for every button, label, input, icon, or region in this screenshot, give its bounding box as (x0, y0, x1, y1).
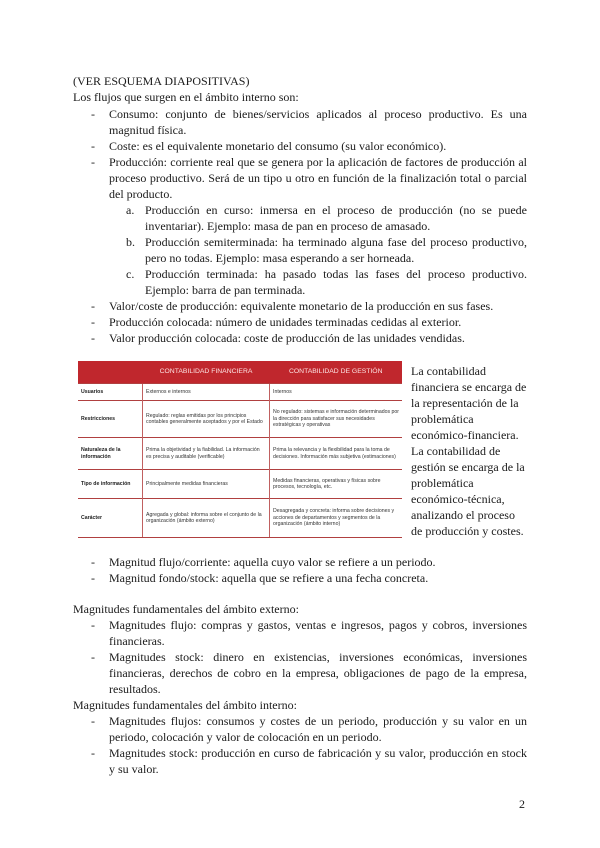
bullet-consumo-line1: Consumo: conjunto de bienes/servicios aplicados al proceso productivo. Es una (109, 107, 527, 121)
sub-item-terminada-line1: Producción terminada: ha pasado todas las fases del proceso productivo. (145, 267, 527, 281)
row-header: Tipo de información (78, 470, 143, 499)
sub-letter: a. (126, 203, 135, 217)
sub-item-semiterminada-line1: Producción semiterminada: ha terminado alguna fase del proceso productivo, (145, 235, 527, 249)
table-header-financiera: CONTABILIDAD FINANCIERA (143, 361, 270, 384)
cell-gestion: No regulado: sistemas e información determinados por la dirección para satisfacer sus necesidades estratégicas y operativas (270, 401, 403, 438)
bullet-produccion-line2: proceso productivo. Será de un tipo u otro en función de la finalización total o parcial (109, 171, 527, 185)
side-text-line: La contabilidad de (411, 444, 501, 458)
table-row (78, 470, 402, 499)
cell-financiera: Agregada y global: informa sobre el conjunto de la organización (ámbito externo) (143, 499, 270, 538)
row-header: Usuarios (78, 384, 143, 401)
side-text-line: La contabilidad (411, 364, 486, 378)
cell-financiera: Regulado: reglas emitidas por los principios contables generalmente aceptados y por el Estado (143, 401, 270, 438)
table-header-gestion: CONTABILIDAD DE GESTIÓN (270, 361, 403, 384)
int-stock-line1: Magnitudes stock: producción en curso de fabricación y su valor, producción en stock (109, 746, 527, 760)
bullet-dash: - (91, 315, 95, 329)
sub-item-curso-line2: inventariar). Ejemplo: masa de pan en proceso de amasado. (145, 219, 431, 233)
cell-gestion: Medidas financieras, operativas y físicas sobre procesos, tecnología, etc. (270, 470, 403, 499)
int-flujos-line1: Magnitudes flujos: consumos y costes de un periodo, producción y su valor en un (109, 714, 527, 728)
table-row (78, 438, 402, 470)
sub-item-semiterminada-line2: pero no todas. Ejemplo: masa esperando a ser horneada. (145, 251, 415, 265)
section-heading: (VER ESQUEMA DIAPOSITIVAS) (73, 74, 250, 88)
bullet-magnitud-flujo: Magnitud flujo/corriente: aquella cuyo valor se refiere a un periodo. (109, 555, 436, 569)
bullet-dash: - (91, 107, 95, 121)
bullet-dash: - (91, 331, 95, 345)
bullet-produccion-colocada: Producción colocada: número de unidades terminadas cedidas al exterior. (109, 315, 462, 329)
table-header-blank (78, 361, 143, 384)
row-header: Naturaleza de la información (78, 438, 143, 470)
sub-item-curso-line1: Producción en curso: inmersa en el proceso de producción (no se puede (145, 203, 527, 217)
row-header: Carácter (78, 499, 143, 538)
cell-financiera: Prima la objetividad y la fiabilidad. La información es precisa y auditable (verificable) (143, 438, 270, 470)
external-heading: Magnitudes fundamentales del ámbito externo: (73, 602, 299, 616)
int-stock-line2: y su valor. (109, 762, 159, 776)
side-text-line: de producción y costes. (411, 524, 524, 538)
bullet-dash: - (91, 139, 95, 153)
sub-letter: b. (126, 235, 135, 249)
side-text-line: la representación de la (411, 396, 519, 410)
internal-heading: Magnitudes fundamentales del ámbito interno: (73, 698, 297, 712)
bullet-dash: - (91, 155, 95, 169)
sub-item-terminada-line2: Ejemplo: barra de pan terminada. (145, 283, 306, 297)
bullet-produccion-line1: Producción: corriente real que se genera por la aplicación de factores de producción al (109, 155, 527, 169)
bullet-magnitud-fondo: Magnitud fondo/stock: aquella que se refiere a una fecha concreta. (109, 571, 429, 585)
comparison-table (78, 361, 402, 538)
cell-financiera: Externos e internos (143, 384, 270, 401)
table-row (78, 401, 402, 438)
bullet-coste: Coste: es el equivalente monetario del consumo (su valor económico). (109, 139, 447, 153)
side-text-line: financiera se encarga de (411, 380, 527, 394)
side-text-line: problemática (411, 412, 474, 426)
side-text-line: problemática (411, 476, 474, 490)
ext-stock-line3: resultados. (109, 682, 161, 696)
bullet-consumo-line2: magnitud física. (109, 123, 187, 137)
ext-flujo-line1: Magnitudes flujo: compras y gastos, ventas e ingresos, pagos y cobros, inversiones (109, 618, 527, 632)
cell-financiera: Principalmente medidas financieras (143, 470, 270, 499)
ext-stock-line1: Magnitudes stock: dinero en existencias, inversiones económicas, inversiones (109, 650, 527, 664)
ext-stock-line2: financieras, derechos de cobro en la empresa, obligaciones de pago de la empresa, (109, 666, 527, 680)
side-text-line: gestión se encarga de la (411, 460, 525, 474)
bullet-valor-coste: Valor/coste de producción: equivalente monetario de la producción en sus fases. (109, 299, 494, 313)
row-header: Restricciones (78, 401, 143, 438)
side-text-line: económico-técnica, (411, 492, 505, 506)
int-flujos-line2: periodo, colocación y valor de colocación en un periodo. (109, 730, 382, 744)
table-row (78, 499, 402, 538)
bullet-dash: - (91, 571, 95, 585)
table-row (78, 384, 402, 401)
page-number: 2 (519, 797, 525, 811)
bullet-dash: - (91, 714, 95, 728)
table-header-row (78, 361, 402, 384)
bullet-dash: - (91, 618, 95, 632)
side-text-line: económico-financiera. (411, 428, 519, 442)
bullet-dash: - (91, 299, 95, 313)
ext-flujo-line2: financieras. (109, 634, 165, 648)
bullet-valor-colocada: Valor producción colocada: coste de producción de las unidades vendidas. (109, 331, 465, 345)
cell-gestion: Internos (270, 384, 403, 401)
side-text-line: analizando el proceso (411, 508, 515, 522)
cell-gestion: Prima la relevancia y la flexibilidad para la toma de decisiones. Información más subjetiva (estimaciones) (270, 438, 403, 470)
bullet-dash: - (91, 746, 95, 760)
intro-text: Los flujos que surgen en el ámbito interno son: (73, 90, 299, 104)
bullet-dash: - (91, 555, 95, 569)
bullet-produccion-line3: del producto. (109, 187, 173, 201)
sub-letter: c. (126, 267, 135, 281)
cell-gestion: Desagregada y concreta: informa sobre decisiones y acciones de departamentos y segmentos de la organización (ámbito interno) (270, 499, 403, 538)
bullet-dash: - (91, 650, 95, 664)
